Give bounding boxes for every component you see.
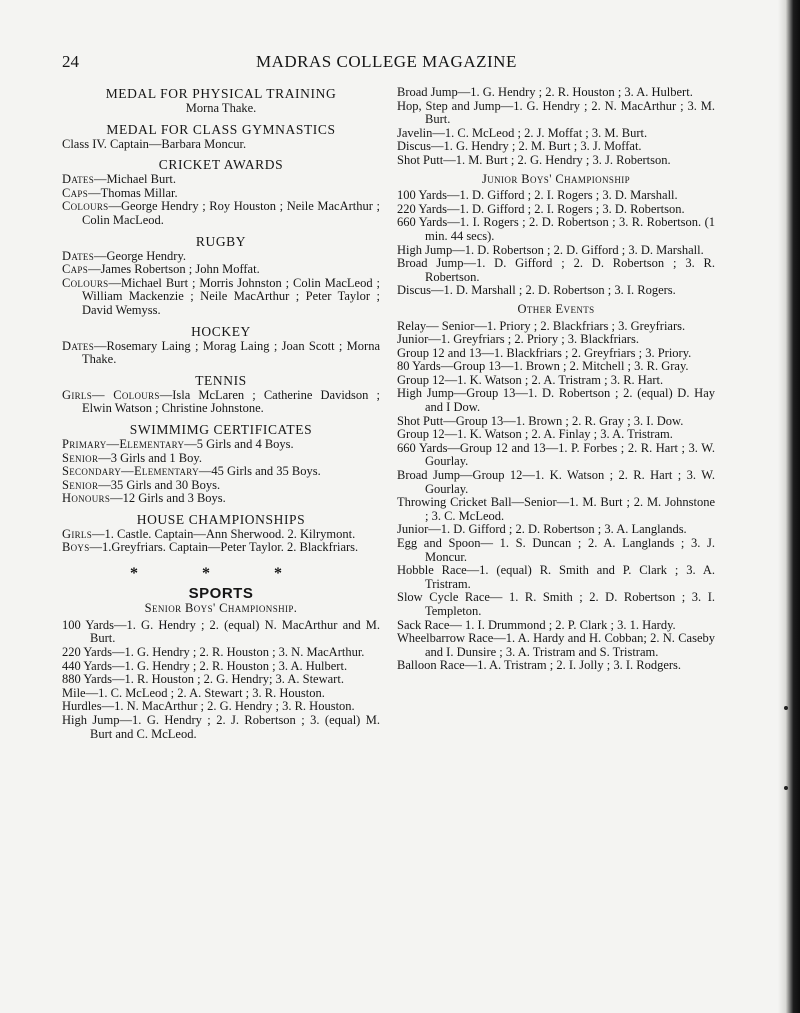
section-heading-class-gymnastics: MEDAL FOR CLASS GYMNASTICS [106,121,336,137]
result-entry: High Jump—1. G. Hendry ; 2. J. Robertson ; 3. (equal) M. Burt and C. McLeod. [62,713,380,741]
result-entry: High Jump—1. D. Robertson ; 2. D. Gifford ; 3. D. Marshall. [397,242,704,257]
physical-training-winner: Morna Thake. [185,101,257,115]
award-text: —Michael Burt ; Morris Johnston ; Colin MacLeod ; William Mackenzie ; Neile MacArthur ; Peter Taylor ; David Wemyss. [82,275,380,317]
result-entry: 880 Yards—1. R. Houston ; 2. G. Hendry; 3. A. Stewart. [62,672,344,687]
award-entry [62,492,380,506]
section-heading-hockey: HOCKEY [191,323,251,339]
result-entry: Junior—1. D. Gifford ; 2. D. Robertson ; 3. A. Langlands. [397,522,687,537]
award-label: Girls— Colours [62,387,160,402]
result-entry: Hop, Step and Jump—1. G. Hendry ; 2. N. MacArthur ; 3. M. Burt. [397,98,715,127]
result-entry: 100 Yards—1. D. Gifford ; 2. I. Rogers ; 3. D. Marshall. [397,188,678,203]
result-entry: Relay— Senior—1. Priory ; 2. Blackfriars ; 3. Greyfriars. [397,318,686,333]
award-label: Colours [62,275,109,290]
award-label: Dates [62,172,95,187]
class-gymnastics-entry: Class IV. Captain—Barbara Moncur. [62,136,247,151]
magazine-title: MADRAS COLLEGE MAGAZINE [256,52,517,71]
award-text: —45 Girls and 35 Boys. [198,464,321,479]
result-entry: 100 Yards—1. G. Hendry ; 2. (equal) N. MacArthur and M. Burt. [62,617,380,646]
award-entry [62,438,380,452]
award-text: —George Hendry. [94,248,187,263]
result-entry: Discus—1. D. Marshall ; 2. D. Robertson ; 3. I. Rogers. [397,283,676,298]
result-entry: 440 Yards—1. G. Hendry ; 2. R. Houston ; 3. A. Hulbert. [62,658,348,673]
award-entry [62,541,380,555]
result-entry: Hurdles—1. N. MacArthur ; 2. G. Hendry ; 3. R. Houston. [62,699,355,714]
award-label: Dates [62,338,95,353]
result-entry: 80 Yards—Group 13—1. Brown ; 2. Mitchell ; 3. R. Gray. [397,359,689,374]
award-label: Primary—Elementary [62,436,185,451]
award-entry [62,452,380,466]
award-text: —3 Girls and 1 Boy. [98,450,202,465]
result-entry: 220 Yards—1. G. Hendry ; 2. R. Houston ; 3. N. MacArthur. [62,645,365,660]
result-entry: Javelin—1. C. McLeod ; 2. J. Moffat ; 3. M. Burt. [397,125,648,140]
award-text: —George Hendry ; Roy Houston ; Neile MacArthur ; Colin MacLeod. [82,199,380,227]
award-label: Honours [62,491,111,506]
section-heading-sports: SPORTS [188,584,254,602]
award-label: Dates [62,248,95,263]
award-label: Caps [62,262,89,277]
result-entry: Broad Jump—1. D. Gifford ; 2. D. Robertson ; 3. R. Robertson. [397,256,715,284]
award-text: —5 Girls and 4 Boys. [184,436,294,451]
result-entry: Mile—1. C. McLeod ; 2. A. Stewart ; 3. R. Houston. [62,685,325,700]
award-entry [62,263,380,277]
result-entry: 220 Yards—1. D. Gifford ; 2. I. Rogers ; 3. D. Robertson. [397,201,685,216]
award-text: —Thomas Millar. [88,185,178,200]
page-header [0,52,780,76]
result-entry: Group 12—1. K. Watson ; 2. A. Tristram ; 3. R. Hart. [397,372,664,387]
section-divider-stars: * * * [130,565,312,583]
result-entry: Wheelbarrow Race—1. A. Hardy and H. Cobban; 2. N. Caseby and I. Dunsire ; 3. A. Tristram and S. Tristram. [397,631,715,659]
award-entry [62,479,380,493]
award-label: Colours [62,199,109,214]
award-entry [62,528,380,542]
section-heading-physical-training: MEDAL FOR PHYSICAL TRAINING [105,86,337,101]
result-entry: Broad Jump—1. G. Hendry ; 2. R. Houston ; 3. A. Hulbert. [397,85,693,99]
award-text: —1. Castle. Captain—Ann Sherwood. 2. Kilrymont. [92,526,356,541]
award-text: —35 Girls and 30 Boys. [98,477,221,492]
award-entry [62,465,380,479]
edge-mark [784,786,788,790]
result-entry: Junior—1. Greyfriars ; 2. Priory ; 3. Blackfriars. [397,332,639,347]
section-heading-cricket: CRICKET AWARDS [158,157,284,173]
award-text: —12 Girls and 3 Boys. [110,491,226,506]
left-column [62,86,380,741]
award-entry [62,200,380,227]
result-entry: Egg and Spoon— 1. S. Duncan ; 2. A. Langlands ; 3. J. Moncur. [397,536,715,564]
award-text: —1.Greyfriars. Captain—Peter Taylor. 2. Blackfriars. [89,540,359,555]
result-entry: Group 12—1. K. Watson ; 2. A. Finlay ; 3. A. Tristram. [397,427,673,442]
section-heading-house: HOUSE CHAMPIONSHIPS [136,511,306,527]
edge-mark [784,706,788,710]
result-entry: Balloon Race—1. A. Tristram ; 2. I. Jolly ; 3. I. Rodgers. [397,658,682,673]
award-label: Senior [62,450,99,465]
subheading-senior-boys: Senior Boys' Championship. [144,601,298,616]
result-entry: Broad Jump—Group 12—1. K. Watson ; 2. R. Hart ; 3. W. Gourlay. [397,468,715,496]
award-label: Boys [62,540,90,555]
award-text: —Isla McLaren ; Catherine Davidson ; Elwin Watson ; Christine Johnstone. [82,387,380,416]
result-entry: Throwing Cricket Ball—Senior—1. M. Burt ; 2. M. Johnstone ; 3. C. McLeod. [397,495,715,523]
award-entry [62,389,380,416]
award-text: —Michael Burt. [94,172,176,187]
page-edge-shadow [778,0,800,1013]
award-label: Girls [62,526,93,541]
result-entry: Hobble Race—1. (equal) R. Smith and P. Clark ; 3. A. Tristram. [397,563,715,591]
award-entry [62,340,380,367]
section-heading-rugby: RUGBY [195,233,247,249]
result-entry: 660 Yards—Group 12 and 13—1. P. Forbes ; 2. R. Hart ; 3. W. Gourlay. [397,440,715,469]
result-entry: Shot Putt—Group 13—1. Brown ; 2. R. Gray ; 3. I. Dow. [397,413,684,428]
result-entry: Slow Cycle Race— 1. R. Smith ; 2. D. Robertson ; 3. I. Templeton. [397,590,715,618]
section-heading-tennis: TENNIS [195,372,247,388]
right-column [397,86,715,673]
subheading-other-events: Other Events [517,301,595,316]
result-entry: High Jump—Group 13—1. D. Robertson ; 2. (equal) D. Hay and I Dow. [397,386,715,415]
page-number: 24 [62,52,79,71]
subheading-junior-boys: Junior Boys' Championship [481,171,631,186]
award-text: —James Robertson ; John Moffat. [88,262,260,277]
result-entry: Group 12 and 13—1. Blackfriars ; 2. Greyfriars ; 3. Priory. [397,345,692,360]
award-label: Senior [62,477,99,492]
result-entry: 660 Yards—1. I. Rogers ; 2. D. Robertson ; 3. R. Robertson. (1 min. 44 secs). [397,215,715,243]
result-entry: Sack Race— 1. I. Drummond ; 2. P. Clark ; 3. 1. Hardy. [397,617,676,632]
award-entry [62,187,380,201]
award-text: —Rosemary Laing ; Morag Laing ; Joan Scott ; Morna Thake. [82,338,380,367]
award-label: Secondary—Elementary [62,464,199,479]
result-entry: Discus—1. G. Hendry ; 2. M. Burt ; 3. J. Moffat. [397,139,642,154]
section-heading-swimming: SWIMMIMG CERTIFICATES [129,421,313,437]
award-entry [62,250,380,264]
award-label: Caps [62,185,89,200]
award-entry [62,277,380,318]
result-entry: Shot Putt—1. M. Burt ; 2. G. Hendry ; 3. J. Robertson. [397,152,671,167]
award-entry [62,173,380,187]
